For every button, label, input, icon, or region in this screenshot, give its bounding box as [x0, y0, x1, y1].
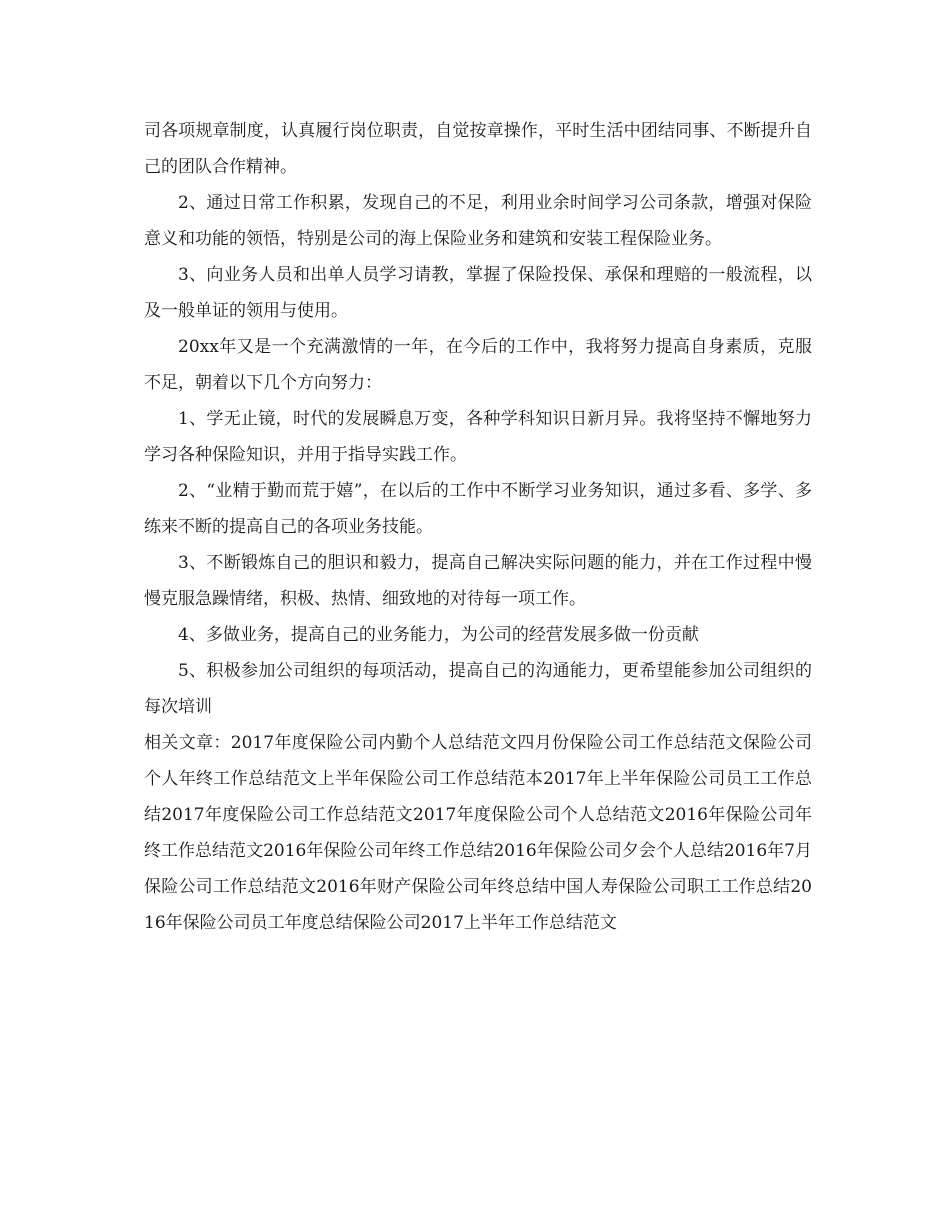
paragraph-plan-1: 1、学无止镜，时代的发展瞬息万变，各种学科知识日新月异。我将坚持不懈地努力学习各种保险知识，并用于指导实践工作。 [144, 409, 812, 465]
paragraph-plan-5: 5、积极参加公司组织的每项活动，提高自己的沟通能力，更希望能参加公司组织的每次培训 [144, 661, 812, 717]
related-articles: 相关文章：2017年度保险公司内勤个人总结范文四月份保险公司工作总结范文保险公司个人年终工作总结范文上半年保险公司工作总结范本2017年上半年保险公司员工工作总结2017年度保险公司工作总结范文2017年度保险公司个人总结范文2016年保险公司年终工作总结范文2016年保险公司年终工作总结2016年保险公司夕会个人总结2016年7月保险公司工作总结范文2016年财产保险公司年终总结中国人寿保险公司职工工作总结2016年保险公司员工年度总结保险公司2017上半年工作总结范文 [144, 733, 812, 933]
paragraph-continued: 司各项规章制度，认真履行岗位职责，自觉按章操作，平时生活中团结同事、不断提升自己的团队合作精神。 [144, 121, 812, 177]
paragraph-plan-2: 2、“业精于勤而荒于嬉”，在以后的工作中不断学习业务知识，通过多看、多学、多练来不断的提高自己的各项业务技能。 [144, 481, 812, 537]
paragraph-item-3-consult: 3、向业务人员和出单人员学习请教，掌握了保险投保、承保和理赔的一般流程，以及一般单证的领用与使用。 [144, 265, 812, 321]
paragraph-plan-4: 4、多做业务，提高自己的业务能力，为公司的经营发展多做一份贡献 [178, 625, 699, 645]
paragraph-item-2-learning: 2、通过日常工作积累，发现自己的不足，利用业余时间学习公司条款，增强对保险意义和功能的领悟，特别是公司的海上保险业务和建筑和安装工程保险业务。 [144, 193, 812, 249]
document-body [144, 113, 812, 941]
paragraph-plan-3: 3、不断锻炼自己的胆识和毅力，提高自己解决实际问题的能力，并在工作过程中慢慢克服急躁情绪，积极、热情、细致地的对待每一项工作。 [144, 553, 812, 609]
paragraph-plan-intro: 20xx年又是一个充满激情的一年，在今后的工作中，我将努力提高自身素质，克服不足，朝着以下几个方向努力： [144, 337, 812, 393]
